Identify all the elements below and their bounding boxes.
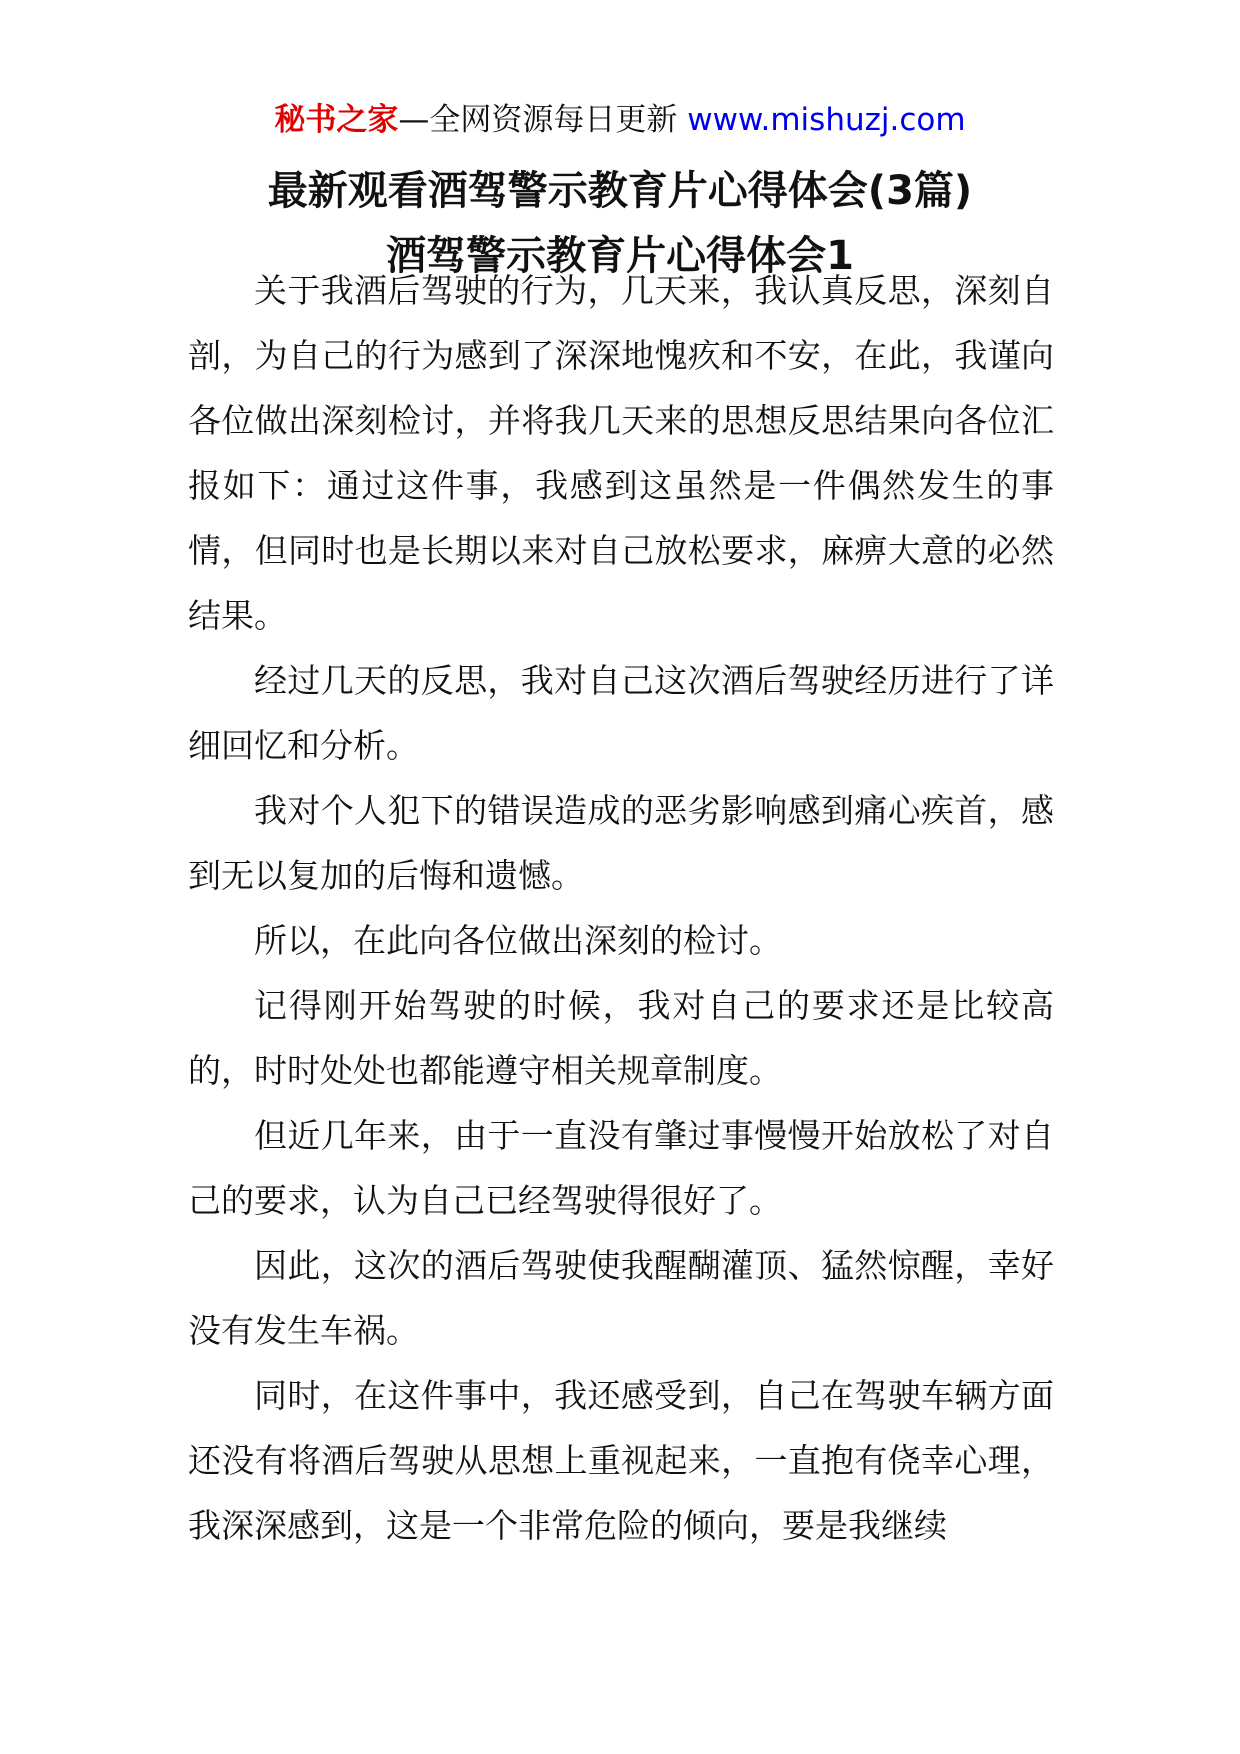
body-paragraph: 我对个人犯下的错误造成的恶劣影响感到痛心疾首，感到无以复加的后悔和遗憾。	[188, 791, 1054, 895]
document-title: 最新观看酒驾警示教育片心得体会(3篇)	[267, 168, 973, 214]
body-paragraph: 但近几年来，由于一直没有肇过事慢慢开始放松了对自己的要求，认为自己已经驾驶得很好了。	[188, 1116, 1054, 1220]
site-header	[0, 98, 1240, 142]
header-tagline: —全网资源每日更新	[398, 102, 678, 138]
document-body	[188, 258, 1054, 1558]
site-url-link[interactable]: www.mishuzj.com	[687, 102, 966, 138]
body-paragraph: 同时，在这件事中，我还感受到，自己在驾驶车辆方面还没有将酒后驾驶从思想上重视起来，一直抱有侥幸心理，我深深感到，这是一个非常危险的倾向，要是我继续	[188, 1376, 1054, 1545]
body-paragraph: 经过几天的反思，我对自己这次酒后驾驶经历进行了详细回忆和分析。	[188, 661, 1054, 765]
brand-name: 秘书之家	[274, 102, 399, 138]
body-paragraph: 关于我酒后驾驶的行为，几天来，我认真反思，深刻自剖，为自己的行为感到了深深地愧疚和不安，在此，我谨向各位做出深刻检讨，并将我几天来的思想反思结果向各位汇报如下：通过这件事，我感到这虽然是一件偶然发生的事情，但同时也是长期以来对自己放松要求，麻痹大意的必然结果。	[188, 271, 1054, 635]
body-paragraph: 所以，在此向各位做出深刻的检讨。	[254, 921, 782, 960]
section-heading: 酒驾警示教育片心得体会1	[386, 233, 854, 279]
body-paragraph: 因此，这次的酒后驾驶使我醒醐灌顶、猛然惊醒，幸好没有发生车祸。	[188, 1246, 1054, 1350]
body-paragraph: 记得刚开始驾驶的时候，我对自己的要求还是比较高的，时时处处也都能遵守相关规章制度。	[188, 986, 1054, 1090]
